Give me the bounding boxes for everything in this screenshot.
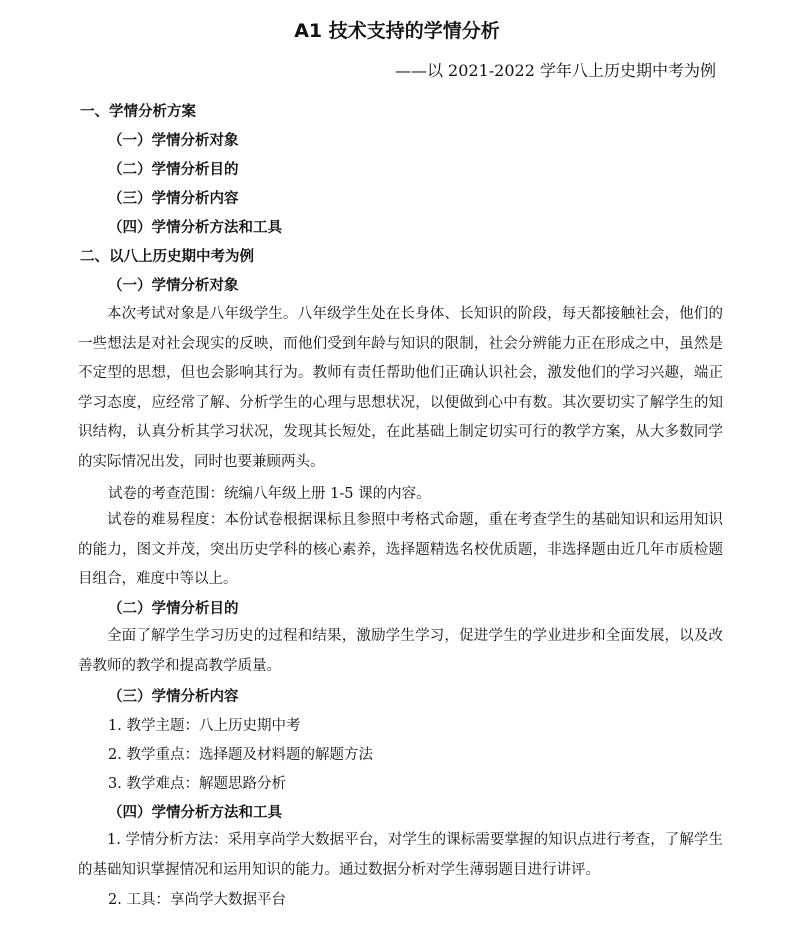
- paragraph: 试卷的难易程度：本份试卷根据课标且参照中考格式命题，重在考查学生的基础知识和运用知识的能力，图文并茂，突出历史学科的核心素养，选择题精选名校优质题，非选择题由近几年市质检题目组合，难度中等以上。: [78, 512, 723, 587]
- paragraph: 1. 学情分析方法：采用享尚学大数据平台，对学生的课标需要掌握的知识点进行考查，了解学生的基础知识掌握情况和运用知识的能力。通过数据分析对学生薄弱题目进行讲评。: [78, 832, 723, 878]
- list-item: 1. 教学主题：八上历史期中考: [108, 718, 301, 734]
- section-1-item: （三）学情分析内容: [108, 191, 239, 207]
- document-title: A1 技术支持的学情分析: [294, 20, 500, 42]
- subsection-heading: （一）学情分析对象: [108, 278, 239, 294]
- subsection-heading: （二）学情分析目的: [108, 601, 239, 617]
- section-1-item: （四）学情分析方法和工具: [108, 220, 282, 236]
- document-subtitle: ——以 2021-2022 学年八上历史期中考为例: [394, 61, 716, 80]
- subsection-heading: （三）学情分析内容: [108, 689, 239, 705]
- list-item: 3. 教学难点：解题思路分析: [108, 776, 286, 792]
- paragraph: 2. 工具：享尚学大数据平台: [108, 892, 286, 908]
- paragraph: 本次考试对象是八年级学生。八年级学生处在长身体、长知识的阶段，每天都接触社会，他们的一些想法是对社会现实的反映，而他们受到年龄与知识的限制，社会分辨能力正在形成之中，虽然是不定型的思想，但也会影响其行为。教师有责任帮助他们正确认识社会，激发他们的学习兴趣，端正学习态度，应经常了解、分析学生的心理与思想状况，以便做到心中有数。其次要切实了解学生的知识结构，认真分析其学习状况，发现其长短处，在此基础上制定切实可行的教学方案，从大多数同学的实际情况出发，同时也要兼顾两头。: [78, 306, 723, 470]
- section-2-heading: 二、以八上历史期中考为例: [80, 249, 254, 265]
- paragraph: 全面了解学生学习历史的过程和结果，激励学生学习，促进学生的学业进步和全面发展，以及改善教师的教学和提高教学质量。: [78, 628, 723, 674]
- paragraph: 试卷的考查范围：统编八年级上册 1-5 课的内容。: [108, 486, 431, 502]
- section-1-item: （一）学情分析对象: [108, 133, 239, 149]
- section-1-item: （二）学情分析目的: [108, 162, 239, 178]
- list-item: 2. 教学重点：选择题及材料题的解题方法: [108, 747, 373, 763]
- section-1-heading: 一、学情分析方案: [80, 104, 196, 120]
- subsection-heading: （四）学情分析方法和工具: [108, 805, 282, 821]
